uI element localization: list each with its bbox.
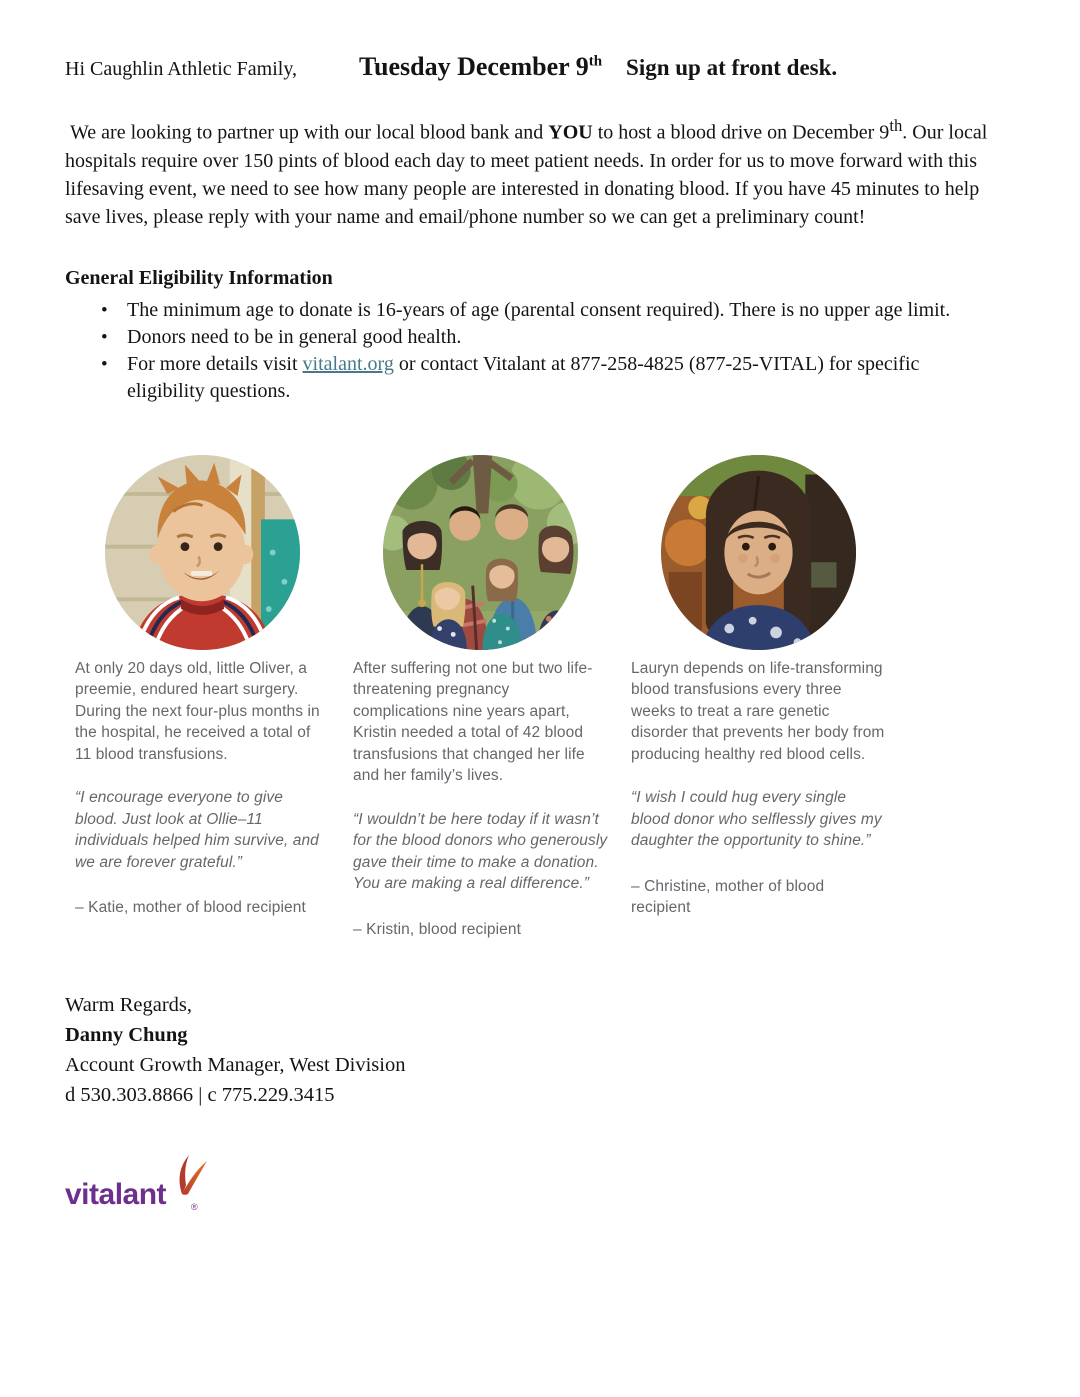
eligibility-heading: General Eligibility Information [65, 266, 333, 289]
story-quote: “I wish I could hug every single blood donor who selflessly gives my daughter the opportunity to shine.” [631, 789, 882, 850]
intro-paragraph [65, 112, 1015, 231]
vitalant-org-link[interactable]: vitalant.org [302, 352, 394, 375]
intro-date-ordinal: th [889, 116, 903, 135]
story-oliver [75, 455, 330, 941]
signature-phones: d 530.303.8866 | c 775.229.3415 [65, 1084, 335, 1107]
event-date: Tuesday December 9 [359, 52, 589, 81]
recipient-stories [75, 455, 1015, 941]
photo-lauryn-girl-portrait [661, 455, 856, 650]
header-row [65, 52, 1015, 82]
signup-note: Sign up at front desk. [626, 55, 838, 80]
story-paragraph: After suffering not one but two life-threatening pregnancy complications nine years apart, Kristin needed a total of 42 blood transfusions that changed her life and her family’s lives. [353, 659, 593, 785]
signature-name: Danny Chung [65, 1024, 188, 1047]
story-lauryn [631, 455, 886, 941]
story-quote: “I wouldn’t be here today if it wasn’t for the blood donors who generously gave their time to make a donation. You are making a real difference.” [353, 810, 608, 893]
intro-text-1: We are looking to partner up with our local blood bank and [70, 121, 549, 144]
eligibility-details-pre: For more details visit [127, 352, 303, 375]
registered-trademark-symbol: ® [191, 1202, 198, 1213]
vitalant-logo [65, 1156, 275, 1228]
vitalant-v-swoosh-icon [169, 1152, 209, 1198]
story-kristin [353, 455, 608, 941]
eligibility-item-health: • Donors need to be in general good health. [65, 324, 995, 351]
story-attribution: – Katie, mother of blood recipient [75, 899, 306, 917]
eligibility-item-age: • The minimum age to donate is 16-years of age (parental consent required). There is no upper age limit. [65, 297, 995, 324]
greeting-text: Hi Caughlin Athletic Family, [65, 58, 298, 80]
story-quote: “I encourage everyone to give blood. Just look at Ollie–11 individuals helped him survive, and we are forever grateful.” [75, 789, 319, 871]
vitalant-wordmark: vitalant [65, 1178, 167, 1212]
story-paragraph: At only 20 days old, little Oliver, a preemie, endured heart surgery. During the next four-plus months in the hospital, he received a total of 11 blood transfusions. [75, 659, 320, 763]
story-paragraph: Lauryn depends on life-transforming blood transfusions every three weeks to treat a rare genetic disorder that prevents her body from producing healthy red blood cells. [631, 659, 885, 763]
story-attribution: – Christine, mother of blood recipient [631, 877, 825, 917]
event-date-title [359, 52, 602, 82]
photo-kristin-family-portrait [383, 455, 578, 650]
signature-title: Account Growth Manager, West Division [65, 1054, 406, 1077]
intro-text-2: to host a blood drive on December 9 [592, 121, 890, 144]
signature-block [65, 990, 1015, 1110]
event-date-ordinal: th [588, 53, 603, 70]
photo-oliver-boy-portrait [105, 455, 300, 650]
signature-closing: Warm Regards, [65, 994, 193, 1017]
story-attribution: – Kristin, blood recipient [353, 920, 522, 938]
intro-text-3: . Our local hospitals require over 150 pints of blood each day to meet patient needs. In order for us to move forward with this lifesaving event, we need to see how many people are interested in donating blood. If you have 45 minutes to help save lives, please reply with your name and email/phone number so we can get a preliminary count! [65, 121, 988, 228]
intro-emphasis-you: YOU [548, 121, 593, 144]
eligibility-item-details [65, 351, 995, 405]
eligibility-details-post: or contact Vitalant at 877-258-4825 (877-25-VITAL) for specific eligibility questions. [127, 352, 920, 402]
eligibility-list [65, 297, 995, 405]
